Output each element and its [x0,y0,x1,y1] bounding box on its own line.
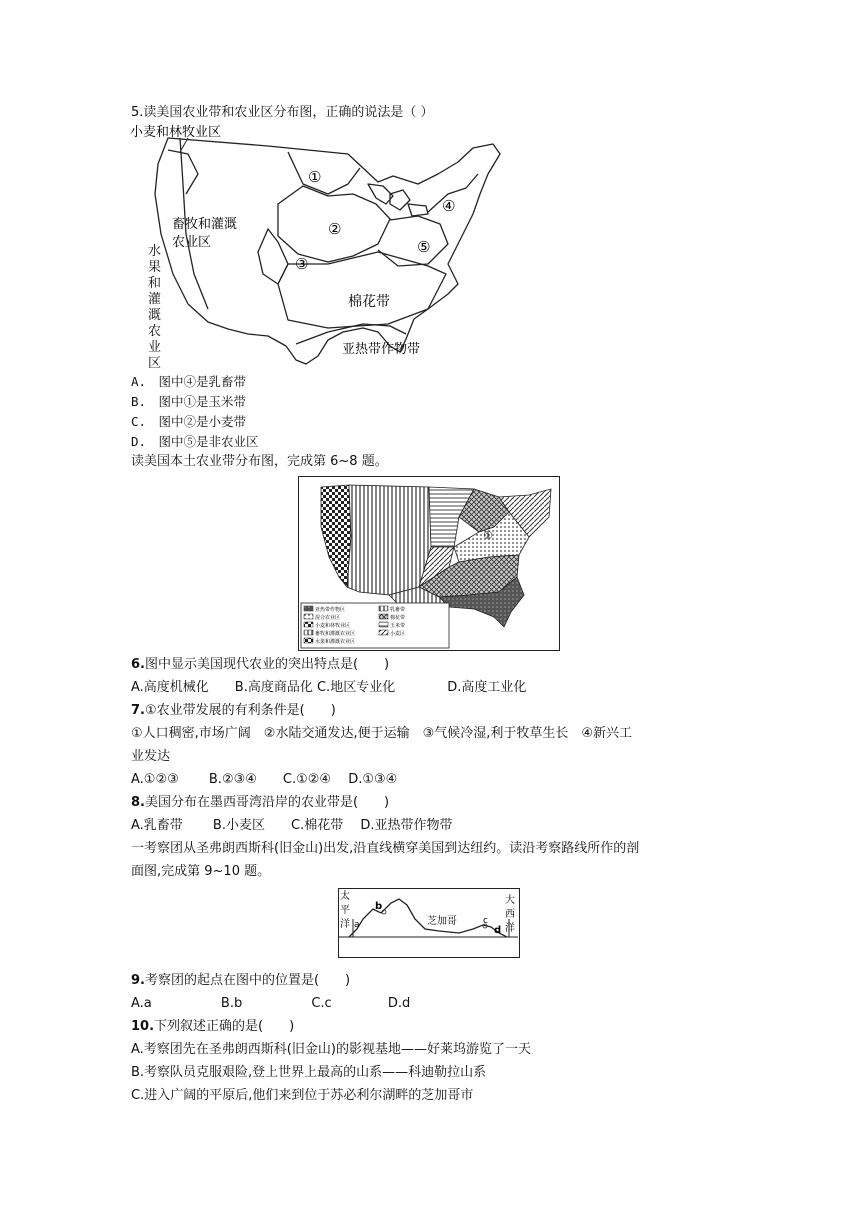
region-1-boundary [288,152,360,194]
legend-1: 亚热带作物区 [315,607,346,613]
q5-option-a: A. 图中④是乳畜带 [131,374,247,389]
q10-stem: 下列叙述正确的是( ) [154,1019,295,1034]
label-chicago: 芝加哥 [427,916,457,927]
q9-stem: 考察团的起点在图中的位置是( ) [144,973,351,988]
legend-7: 畜牧和灌溉农业区 [315,631,356,637]
intro-9-10-line-2: 面图,完成第 9~10 题。 [131,864,271,879]
point-d: d [494,925,502,936]
q6-number: 6. [131,657,145,672]
legend-9: 水果和灌溉农业区 [315,639,356,645]
point-b: b [375,901,383,912]
route-profile-diagram [338,888,520,958]
intro-6-8: 读美国本土农业带分布图，完成第 6~8 题。 [131,454,388,469]
q6-options: A.高度机械化 B.高度商品化 C.地区专业化 D.高度工业化 [131,680,527,695]
label-pacific-2: 平 [340,905,350,916]
q8-options: A.乳畜带 B.小麦区 C.棉花带 D.亚热带作物带 [131,818,453,833]
label-livestock-irrigation-2: 农业区 [172,235,212,250]
q5-stem: 5.读美国农业带和农业区分布图，正确的说法是（ ） [131,105,434,120]
q6-stem-line [131,656,389,674]
label-n3: ③ [295,255,309,273]
q8-stem: 美国分布在墨西哥湾沿岸的农业带是( ) [144,795,390,810]
label-atlantic-3: 洋 [505,923,515,934]
q5-option-d: D. 图中⑤是非农业区 [131,434,259,449]
intro-9-10-line-1: 一考察团从圣弗朗西斯科(旧金山)出发,沿直线横穿美国到达纽约。读沿考察路线所作的剖 [131,841,640,856]
legend-3: 混合农业区 [315,615,341,621]
map2-legend [301,603,449,648]
q5-option-c: C. 图中②是小麦带 [131,414,247,429]
label-pacific-1: 太 [340,891,350,902]
q10-option-b: B.考察队员克服艰险,登上世界上最高的山系——科迪勒拉山系 [131,1065,487,1080]
us-agriculture-belt-map-2 [298,476,560,651]
point-c: c [483,916,488,926]
q7-stem: ①农业带发展的有利条件是( ) [144,703,336,718]
q7-choices-line-2: 业发达 [131,749,171,764]
region-3-boundary [258,229,288,284]
label-atlantic-1: 大 [505,895,515,906]
label-cotton-belt: 棉花带 [348,294,390,310]
q8-stem-line [131,794,389,812]
label-livestock-irrigation-1: 畜牧和灌溉 [172,217,238,232]
point-a: a [354,920,360,930]
q10-stem-line [131,1018,294,1036]
label-pacific-3: 洋 [340,919,350,930]
legend-8: 小麦区 [390,631,406,637]
great-lakes [368,184,428,216]
label-atlantic-2: 西 [505,909,515,920]
q8-number: 8. [131,795,145,810]
q7-choices-line-1: ①人口稠密,市场广阔 ②水陆交通发达,便于运输 ③气候冷湿,利于牧草生长 ④新兴工 [131,726,633,741]
q7-number: 7. [131,703,145,718]
label-n1: ① [308,168,322,186]
us-agriculture-belt-map [128,124,508,372]
q7-options: A.①②③ B.②③④ C.①②④ D.①③④ [131,772,398,787]
label-n2: ② [328,220,342,238]
q10-option-a: A.考察团先在圣弗朗西斯科(旧金山)的影视基地——好莱坞游览了一天 [131,1042,531,1057]
q9-stem-line [131,972,350,990]
label-fruit-irrigation-vertical: 水果和灌溉农业区 [148,244,162,371]
legend-4: 棉花带 [390,615,406,621]
q7-stem-line [131,702,336,720]
q10-option-c: C.进入广阔的平原后,他们来到位于苏必利尔湖畔的芝加哥市 [131,1088,474,1103]
subtropical-boundary [296,324,406,344]
q10-number: 10. [131,1019,155,1034]
label-n5: ⑤ [417,238,431,256]
label-subtropical: 亚热带作物带 [342,342,421,357]
legend-2: 乳畜带 [390,607,406,613]
us-outline [155,138,500,364]
legend-6: 玉米带 [390,623,406,629]
q6-stem: 图中显示美国现代农业的突出特点是( ) [144,657,390,672]
map2-marker-1: ① [483,529,493,542]
q5-option-b: B. 图中①是玉米带 [131,394,247,409]
label-n4: ④ [442,197,456,215]
label-wheat-forest: 小麦和林牧业区 [130,125,222,140]
q9-number: 9. [131,973,145,988]
q9-options: A.a B.b C.c D.d [131,996,411,1011]
legend-5: 小麦和林牧业区 [315,623,351,629]
